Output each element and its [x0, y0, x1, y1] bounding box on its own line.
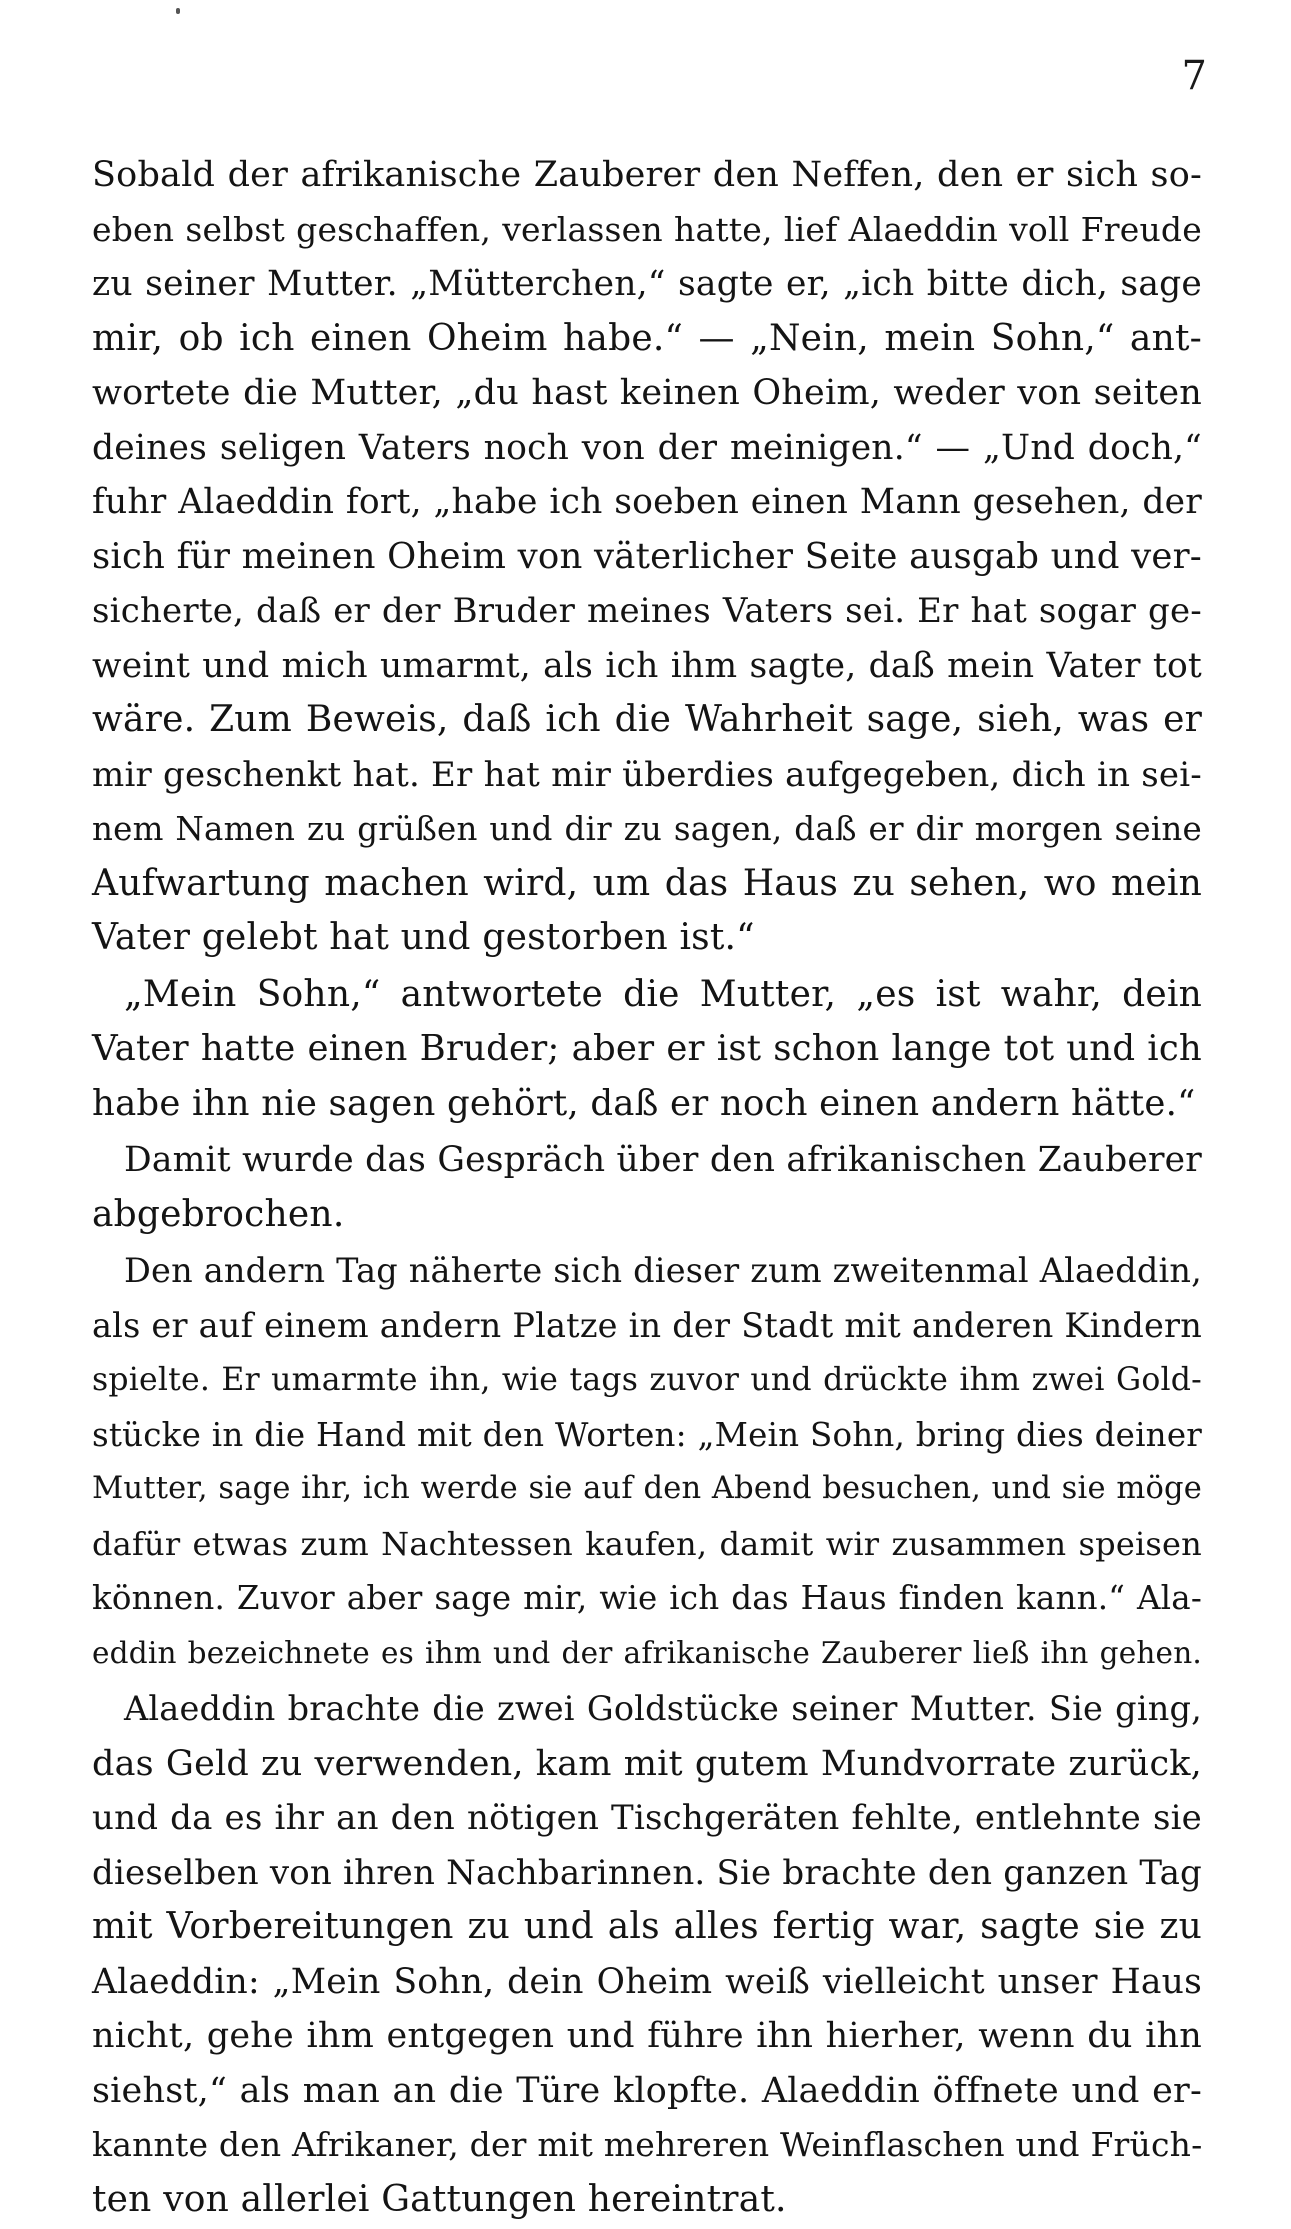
text-line: und da es ihr an den nötigen Tischgeräten fehlte, entlehnte sie	[92, 1798, 1202, 1838]
text-line: zu seiner Mutter. „Mütterchen,“ sagte er, „ich bitte dich, sage	[92, 264, 1202, 304]
ink-speck	[176, 8, 180, 14]
text-line: Alaeddin: „Mein Sohn, dein Oheim weiß vielleicht unser Haus	[92, 1961, 1202, 2002]
text-line: Sobald der afrikanische Zauberer den Neffen, den er sich so-	[92, 155, 1202, 195]
text-line: eben selbst geschaffen, verlassen hatte, lief Alaeddin voll Freude	[92, 209, 1202, 249]
text-line: weint und mich umarmt, als ich ihm sagte, daß mein Vater tot	[92, 645, 1202, 686]
page-number: 7	[1181, 53, 1207, 99]
paragraph	[92, 1244, 1202, 1680]
text-line: deines seligen Vaters noch von der meinigen.“ — „Und doch,“	[92, 427, 1202, 468]
paragraph	[92, 1133, 1202, 1242]
text-line: „Mein Sohn,“ antwortete die Mutter, „es ist wahr, dein	[124, 973, 1202, 1015]
text-line: mir geschenkt hat. Er hat mir überdies aufgegeben, dich in sei-	[92, 754, 1202, 795]
text-line: mir, ob ich einen Oheim habe.“ — „Nein, mein Sohn,“ ant-	[92, 317, 1202, 359]
text-line: wäre. Zum Beweis, daß ich die Wahrheit sage, sieh, was er	[92, 699, 1202, 740]
paragraph	[92, 968, 1202, 1132]
text-line: sich für meinen Oheim von väterlicher Seite ausgab und ver-	[92, 535, 1202, 577]
text-line: mit Vorbereitungen zu und als alles fertig war, sagte sie zu	[92, 1906, 1202, 1947]
text-line: Alaeddin brachte die zwei Goldstücke seiner Mutter. Sie ging,	[124, 1689, 1202, 1728]
text-line: Aufwartung machen wird, um das Haus zu sehen, wo mein	[92, 862, 1202, 904]
paragraph	[92, 148, 1202, 966]
text-line: dieselben von ihren Nachbarinnen. Sie brachte den ganzen Tag	[92, 1852, 1202, 1893]
body-text	[92, 148, 1202, 2229]
text-line: sicherte, daß er der Bruder meines Vaters sei. Er hat sogar ge-	[92, 591, 1202, 631]
text-line: Vater gelebt hat und gestorben ist.“	[92, 917, 755, 958]
text-line: Den andern Tag näherte sich dieser zum zweitenmal Alaeddin,	[124, 1251, 1203, 1290]
text-line: können. Zuvor aber sage mir, wie ich das Haus finden kann.“ Ala-	[92, 1579, 1202, 1617]
text-line: eddin bezeichnete es ihm und der afrikanische Zauberer ließ ihn gehen.	[92, 1635, 1202, 1670]
text-line: stücke in die Hand mit den Worten: „Mein Sohn, bring dies deiner	[92, 1415, 1202, 1454]
text-line: wortete die Mutter, „du hast keinen Oheim, weder von seiten	[92, 373, 1202, 413]
text-line: das Geld zu verwenden, kam mit gutem Mundvorrate zurück,	[92, 1743, 1202, 1784]
text-line: als er auf einem andern Platze in der Stadt mit anderen Kindern	[92, 1305, 1202, 1345]
text-line: nem Namen zu grüßen und dir zu sagen, daß er dir morgen seine	[92, 810, 1202, 848]
text-line: spielte. Er umarmte ihn, wie tags zuvor und drückte ihm zwei Gold-	[92, 1362, 1202, 1398]
text-line: Mutter, sage ihr, ich werde sie auf den Abend besuchen, und sie möge	[92, 1471, 1202, 1506]
text-line: Vater hatte einen Bruder; aber er ist schon lange tot und ich	[92, 1028, 1202, 1069]
text-line: siehst,“ als man an die Türe klopfte. Alaeddin öffnete und er-	[92, 2070, 1202, 2111]
text-line: dafür etwas zum Nachtessen kaufen, damit wir zusammen speisen	[92, 1524, 1202, 1563]
paragraph	[92, 1682, 1202, 2227]
text-line: abgebrochen.	[92, 1193, 345, 1235]
text-line: habe ihn nie sagen gehört, daß er noch einen andern hätte.“	[92, 1082, 1196, 1124]
text-line: ten von allerlei Gattungen hereintrat.	[92, 2178, 787, 2220]
text-line: Damit wurde das Gespräch über den afrikanischen Zauberer	[124, 1140, 1202, 1180]
text-line: kannte den Afrikaner, der mit mehreren Weinflaschen und Früch-	[92, 2125, 1203, 2164]
text-line: nicht, gehe ihm entgegen und führe ihn hierher, wenn du ihn	[92, 2016, 1202, 2056]
text-line: fuhr Alaeddin fort, „habe ich soeben einen Mann gesehen, der	[92, 482, 1202, 522]
